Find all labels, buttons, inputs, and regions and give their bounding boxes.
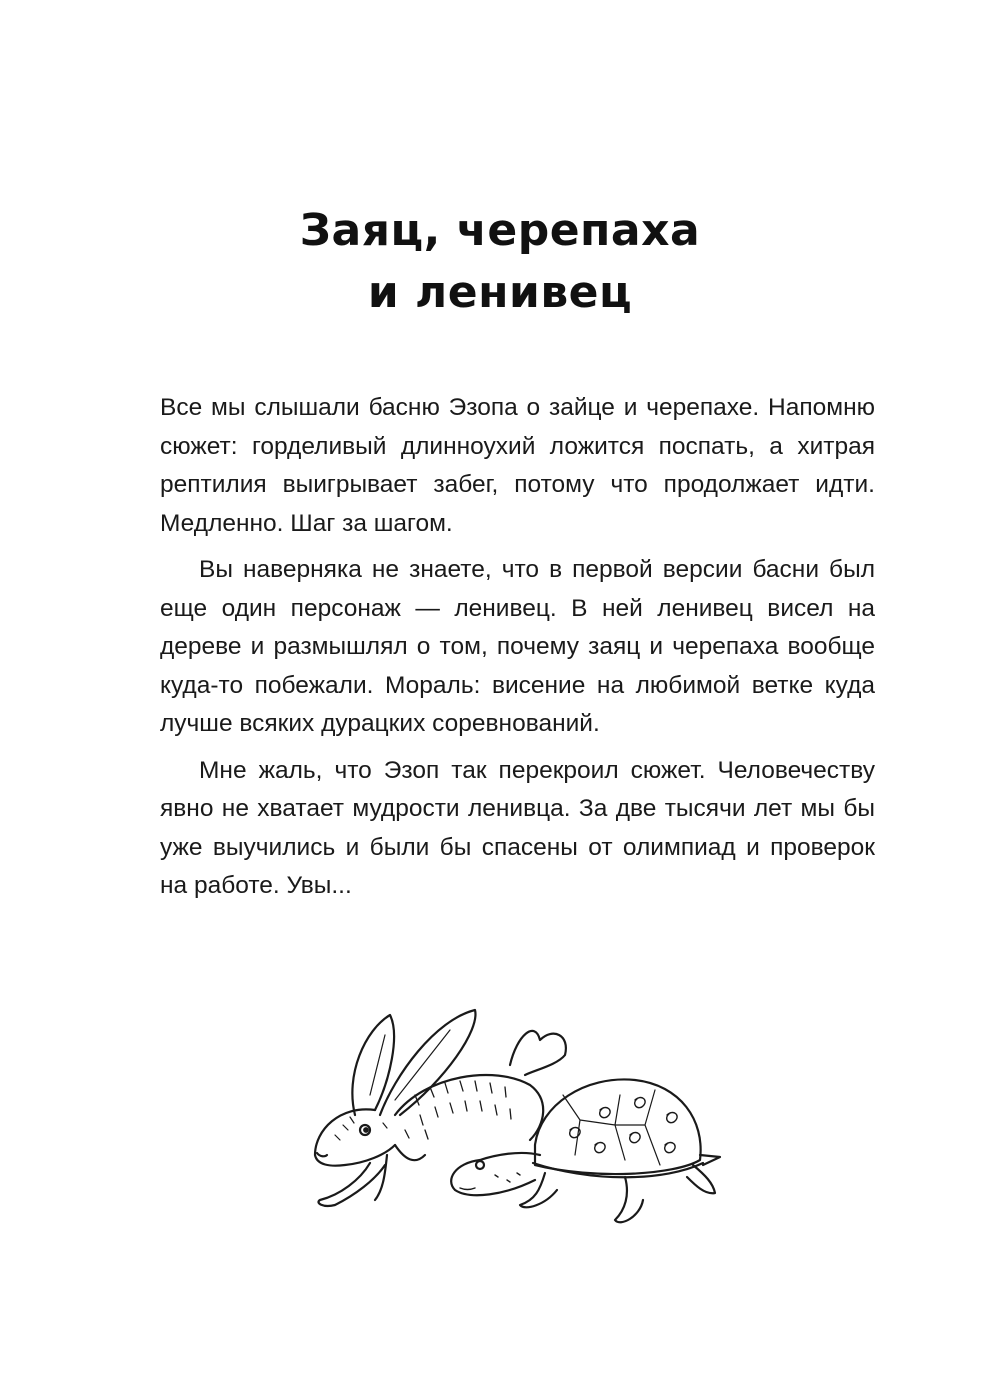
chapter-title-line-2: и ленивец — [367, 267, 633, 318]
paragraph-3: Мне жаль, что Эзоп так перекроил сюжет. Человечеству явно не хватает мудрости ленивца. За две тысячи лет мы бы уже выучились и были бы спасены от олимпиад и проверок на работе. Увы... — [160, 756, 875, 899]
chapter-title — [0, 200, 1000, 324]
hare-drawing — [315, 1010, 566, 1206]
paragraph-2: Вы наверняка не знаете, что в первой версии басни был еще один персонаж — ленивец. В ней ленивец висел на дереве и размышлял о том, почему заяц и черепаха вообще куда-то побежали. Мораль: висение на любимой ветке куда лучше всяких дурацких соревнований. — [160, 556, 875, 737]
hare-and-tortoise-illustration — [295, 1005, 725, 1245]
chapter-title-line-1: Заяц, черепаха — [299, 205, 701, 256]
tortoise-drawing — [451, 1079, 720, 1222]
paragraph-1: Все мы слышали басню Эзопа о зайце и черепахе. Напомню сюжет: горделивый длинноухий ложится поспать, а хитрая рептилия выигрывает забег, потому что продолжает идти. Медленно. Шаг за шагом. — [160, 394, 875, 537]
chapter-body — [160, 389, 875, 914]
